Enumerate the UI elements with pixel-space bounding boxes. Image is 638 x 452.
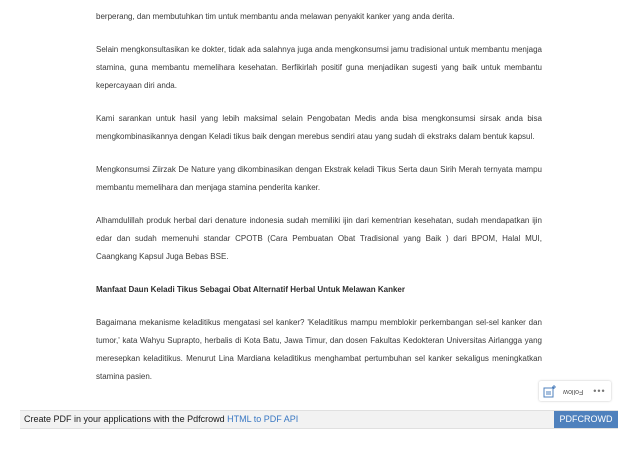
- more-options-icon[interactable]: •••: [593, 386, 606, 396]
- article-paragraph-3: Kami sarankan untuk hasil yang lebih maksimal selain Pengobatan Medis anda bisa mengkonsumsi sirsak anda bisa mengkombinasikannya dengan Keladi tikus baik dengan merebus sendiri atau yang sudah di ekstraks dalam bentuk kapsul.: [96, 114, 542, 141]
- article-paragraph-6: Bagaimana mekanisme keladitikus mengatasi sel kanker? 'Keladitikus mampu memblokir perkembangan sel-sel kanker dan tumor,' kata Wahyu Suprapto, herbalis di Kota Batu, Jawa Timur, dan dosen Fakultas Kedokteran Universitas Airlangga yang meresepkan keladitikus. Menurut Lina Mardiana keladitikus menghambat pertumbuhan sel kanker sekaligus meningkatkan stamina pasien.: [96, 318, 542, 381]
- pdfcrowd-footer-prefix: Create PDF in your applications with the Pdfcrowd: [24, 414, 228, 424]
- pdfcrowd-footer-bar: [20, 410, 618, 429]
- article-heading: Manfaat Daun Keladi Tikus Sebagai Obat Alternatif Herbal Untuk Melawan Kanker: [96, 285, 405, 294]
- html-to-pdf-api-link[interactable]: HTML to PDF API: [227, 414, 299, 424]
- follow-plus-icon: [543, 384, 557, 398]
- pdfcrowd-footer-text: [24, 414, 298, 424]
- article-paragraph-4: Mengkonsumsi Ziirzak De Nature yang dikombinasikan dengan Ekstrak keladi Tikus Serta daun Sirih Merah ternyata mampu membantu memelihara dan menjaga stamina penderita kanker.: [96, 165, 542, 192]
- article-body: [96, 8, 542, 401]
- article-paragraph-2: Selain mengkonsultasikan ke dokter, tidak ada salahnya juga anda mengkonsumsi jamu tradisional untuk membantu menjaga stamina, guna membantu memelihara kesehatan. Berfikirlah positif guna menjadikan sugesti yang baik untuk membantu kepercayaan diri anda.: [96, 45, 542, 90]
- article-paragraph-5: Alhamdulillah produk herbal dari denature indonesia sudah memiliki ijin dari kementrian kesehatan, sudah mendapatkan ijin edar dan sudah memenuhi standar CPOTB (Cara Pembuatan Obat Tradisional yang Baik ) dari BPOM, Halal MUI, Caangkang Kapsul Juga Bebas BSE.: [96, 216, 542, 261]
- follow-widget[interactable]: [539, 381, 611, 401]
- follow-button[interactable]: Follow: [563, 387, 584, 395]
- pdfcrowd-brand-button[interactable]: PDFCROWD: [554, 411, 618, 428]
- article-paragraph-1: berperang, dan membutuhkan tim untuk membantu anda melawan penyakit kanker yang anda derita.: [96, 12, 455, 21]
